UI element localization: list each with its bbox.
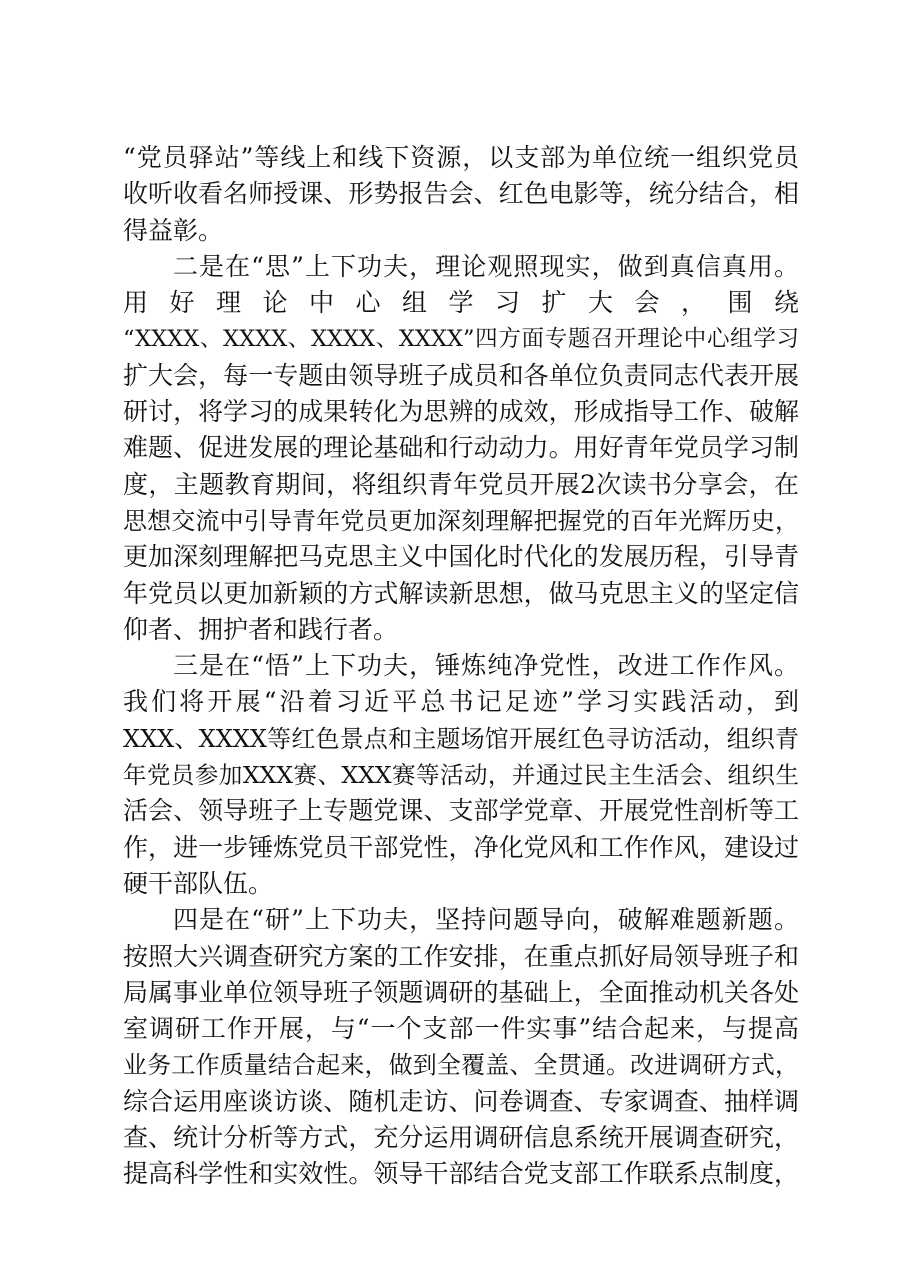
text-line: 年党员以更加新颖的方式解读新思想，做马克思主义的坚定信 — [123, 578, 799, 608]
body-text — [123, 140, 799, 1193]
paragraph-start-line: 三是在“悟”上下功夫，锤炼纯净党性，改进工作作风。 — [173, 651, 799, 681]
text-line: 业务工作质量结合起来，做到全覆盖、全贯通。改进调研方式， — [123, 1051, 799, 1080]
text-line: 综合运用座谈访谈、随机走访、问卷调查、专家调查、抽样调 — [123, 1086, 799, 1116]
text-line: 度，主题教育期间，将组织青年党员开展2次读书分享会，在 — [123, 469, 799, 499]
text-line: 用 好 理 论 中 心 组 学 习 扩 大 会 ， 围 绕 — [123, 288, 799, 318]
text-line: 查、统计分析等方式，充分运用调研信息系统开展调查研究， — [123, 1123, 799, 1153]
text-line: XXX、XXXX等红色景点和主题场馆开展红色寻访活动，组织青 — [123, 724, 799, 753]
text-line: 年党员参加XXX赛、XXX赛等活动，并通过民主生活会、组织生 — [123, 761, 799, 790]
text-line: 收听收看名师授课、形势报告会、红色电影等，统分结合，相 — [123, 179, 799, 209]
text-line: 作，进一步锤炼党员干部党性，净化党风和工作作风，建设过 — [123, 832, 799, 862]
paragraph-start-line: 四是在“研”上下功夫，坚持问题导向，破解难题新题。 — [173, 905, 799, 935]
text-line: 扩大会，每一专题由领导班子成员和各单位负责同志代表开展 — [123, 360, 799, 390]
text-line: “党员驿站”等线上和线下资源，以支部为单位统一组织党员 — [123, 143, 799, 172]
paragraph-start-line: 二是在“思”上下功夫，理论观照现实，做到真信真用。 — [173, 251, 799, 281]
text-line: 得益彰。 — [123, 215, 224, 245]
text-line: 仰者、拥护者和践行者。 — [123, 614, 399, 644]
text-line: 活会、领导班子上专题党课、支部学党章、开展党性剖析等工 — [123, 796, 799, 826]
text-line: 硬干部队伍。 — [123, 868, 274, 898]
text-line: 局属事业单位领导班子领题调研的基础上，全面推动机关各处 — [123, 977, 799, 1007]
text-line: 室调研工作开展，与“一个支部一件实事”结合起来，与提高 — [123, 1014, 799, 1044]
text-line: 难题、促进发展的理论基础和行动动力。用好青年党员学习制 — [123, 433, 799, 463]
text-line: 研讨，将学习的成果转化为思辨的成效，形成指导工作、破解 — [123, 397, 799, 427]
text-line: 更加深刻理解把马克思主义中国化时代化的发展历程，引导青 — [123, 542, 799, 572]
text-line: 提高科学性和实效性。领导干部结合党支部工作联系点制度， — [123, 1159, 799, 1189]
text-line: 按照大兴调查研究方案的工作安排，在重点抓好局领导班子和 — [123, 941, 799, 971]
text-line: “XXXX、XXXX、XXXX、XXXX”四方面专题召开理论中心组学习 — [123, 326, 799, 353]
text-line: 思想交流中引导青年党员更加深刻理解把握党的百年光辉历史， — [123, 506, 799, 535]
text-line: 我们将开展“沿着习近平总书记足迹”学习实践活动，到 — [123, 687, 799, 717]
